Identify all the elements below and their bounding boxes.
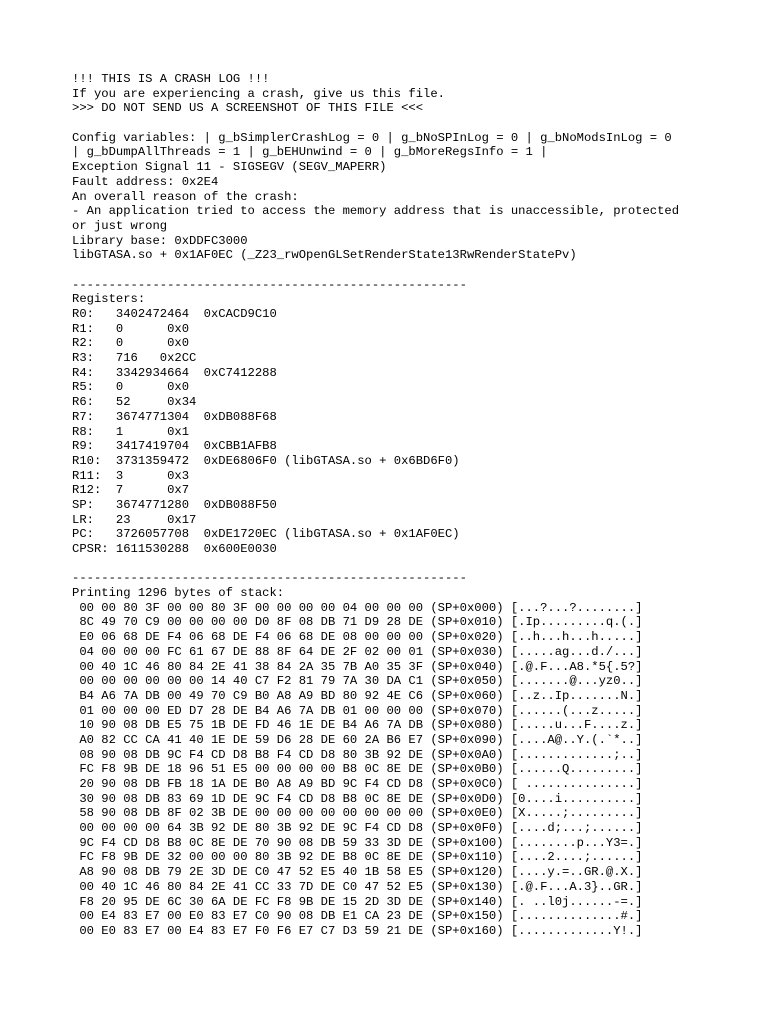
stack-line: 00 40 1C 46 80 84 2E 41 CC 33 7D DE C0 47 52 E5 (SP+0x130) [.@.F...A.3}..GR.]	[72, 879, 643, 894]
header-line: >>> DO NOT SEND US A SCREENSHOT OF THIS FILE <<<	[72, 101, 424, 116]
config-line: Config variables: | g_bSimplerCrashLog = 0 | g_bNoSPInLog = 0 | g_bNoModsInLog = 0	[72, 130, 672, 145]
stack-line: 00 E4 83 E7 00 E0 83 E7 C0 90 08 DB E1 CA 23 DE (SP+0x150) [..............#.]	[72, 909, 643, 924]
register-line: R5: 0 0x0	[72, 380, 190, 395]
registers-heading: Registers:	[72, 292, 146, 307]
reason-line: or just wrong	[72, 218, 168, 233]
stack-line: 00 40 1C 46 80 84 2E 41 38 84 2A 35 7B A0 35 3F (SP+0x040) [.@.F...A8.*5{.5?]	[72, 659, 643, 674]
register-line: R11: 3 0x3	[72, 468, 190, 483]
stack-line: 20 90 08 DB FB 18 1A DE B0 A8 A9 BD 9C F4 CD D8 (SP+0x0C0) [ ...............]	[72, 777, 643, 791]
register-line: R1: 0 0x0	[72, 321, 190, 336]
register-line: PC: 3726057708 0xDE1720EC (libGTASA.so + 0x1AF0EC)	[72, 527, 460, 542]
divider: ------------------------------------------------------	[72, 277, 467, 292]
register-line: R2: 0 0x0	[72, 336, 190, 351]
register-line: R7: 3674771304 0xDB088F68	[72, 409, 277, 424]
stack-line: 04 00 00 00 FC 61 67 DE 88 8F 64 DE 2F 02 00 01 (SP+0x030) [.....ag...d./...]	[72, 644, 643, 659]
config-line: | g_bDumpAllThreads = 1 | g_bEHUnwind = 0 | g_bMoreRegsInfo = 1 |	[72, 145, 548, 160]
stack-line: 00 E0 83 E7 00 E4 83 E7 F0 F6 E7 C7 D3 59 21 DE (SP+0x160) [.............Y!.]	[72, 923, 643, 938]
stack-line: 9C F4 CD D8 B8 0C 8E DE 70 90 08 DB 59 33 3D DE (SP+0x100) [........p...Y3=.]	[72, 835, 643, 850]
register-line: R6: 52 0x34	[72, 395, 197, 410]
stack-line: F8 20 95 DE 6C 30 6A DE FC F8 9B DE 15 2D 3D DE (SP+0x140) [. ..l0j......-=.]	[72, 894, 643, 909]
stack-line: 58 90 08 DB 8F 02 3B DE 00 00 00 00 00 00 00 00 (SP+0x0E0) [X.....;.........]	[72, 806, 643, 821]
blank-line	[72, 557, 762, 572]
reason-line: - An application tried to access the memory address that is unaccessible, protected	[72, 204, 680, 219]
stack-line: FC F8 9B DE 18 96 51 E5 00 00 00 00 B8 0C 8E DE (SP+0x0B0) [......Q.........]	[72, 762, 643, 777]
register-line: R3: 716 0x2CC	[72, 351, 197, 366]
stack-heading: Printing 1296 bytes of stack:	[72, 586, 285, 601]
stack-line: E0 06 68 DE F4 06 68 DE F4 06 68 DE 08 00 00 00 (SP+0x020) [..h...h...h.....]	[72, 630, 643, 645]
crash-log-document	[72, 72, 762, 939]
register-line: R12: 7 0x7	[72, 483, 190, 498]
stack-line: FC F8 9B DE 32 00 00 00 80 3B 92 DE B8 0C 8E DE (SP+0x110) [....2....;......]	[72, 850, 643, 865]
library-base-line: Library base: 0xDDFC3000	[72, 233, 248, 248]
blank-line	[72, 263, 762, 278]
crash-location-line: libGTASA.so + 0x1AF0EC (_Z23_rwOpenGLSetRenderState13RwRenderStatePv)	[72, 248, 577, 263]
register-line: CPSR: 1611530288 0x600E0030	[72, 542, 277, 556]
register-line: R4: 3342934664 0xC7412288	[72, 365, 277, 380]
header-line: If you are experiencing a crash, give us this file.	[72, 86, 445, 101]
stack-line: 08 90 08 DB 9C F4 CD D8 B8 F4 CD D8 80 3B 92 DE (SP+0x0A0) [.............;..]	[72, 747, 643, 762]
register-line: R8: 1 0x1	[72, 424, 190, 439]
blank-line	[72, 116, 762, 131]
stack-line: 00 00 00 00 64 3B 92 DE 80 3B 92 DE 9C F4 CD D8 (SP+0x0F0) [....d;...;......]	[72, 821, 643, 836]
header-line: !!! THIS IS A CRASH LOG !!!	[72, 72, 270, 86]
register-line: R10: 3731359472 0xDE6806F0 (libGTASA.so + 0x6BD6F0)	[72, 453, 460, 468]
reason-heading: An overall reason of the crash:	[72, 189, 299, 204]
stack-line: A0 82 CC CA 41 40 1E DE 59 D6 28 DE 60 2A B6 E7 (SP+0x090) [....A@..Y.(.`*..]	[72, 732, 643, 747]
stack-line: A8 90 08 DB 79 2E 3D DE C0 47 52 E5 40 1B 58 E5 (SP+0x120) [....y.=..GR.@.X.]	[72, 865, 643, 880]
register-line: R9: 3417419704 0xCBB1AFB8	[72, 439, 277, 454]
exception-line: Exception Signal 11 - SIGSEGV (SEGV_MAPERR)	[72, 160, 387, 175]
stack-line: B4 A6 7A DB 00 49 70 C9 B0 A8 A9 BD 80 92 4E C6 (SP+0x060) [..z..Ip.......N.]	[72, 688, 643, 703]
stack-line: 01 00 00 00 ED D7 28 DE B4 A6 7A DB 01 00 00 00 (SP+0x070) [......(...z.....]	[72, 703, 643, 718]
stack-line: 10 90 08 DB E5 75 1B DE FD 46 1E DE B4 A6 7A DB (SP+0x080) [.....u...F....z.]	[72, 718, 643, 733]
stack-line: 8C 49 70 C9 00 00 00 00 D0 8F 08 DB 71 D9 28 DE (SP+0x010) [.Ip.........q.(.]	[72, 615, 643, 630]
fault-address-line: Fault address: 0x2E4	[72, 174, 219, 189]
stack-line: 30 90 08 DB 83 69 1D DE 9C F4 CD D8 B8 0C 8E DE (SP+0x0D0) [0....i..........]	[72, 791, 643, 806]
register-line: SP: 3674771280 0xDB088F50	[72, 497, 277, 512]
stack-line: 00 00 00 00 00 00 14 40 C7 F2 81 79 7A 30 DA C1 (SP+0x050) [.......@...yz0..]	[72, 674, 643, 689]
register-line: R0: 3402472464 0xCACD9C10	[72, 307, 277, 321]
register-line: LR: 23 0x17	[72, 512, 197, 527]
divider: ------------------------------------------------------	[72, 571, 467, 586]
stack-line: 00 00 80 3F 00 00 80 3F 00 00 00 00 04 00 00 00 (SP+0x000) [...?...?........]	[72, 600, 643, 615]
